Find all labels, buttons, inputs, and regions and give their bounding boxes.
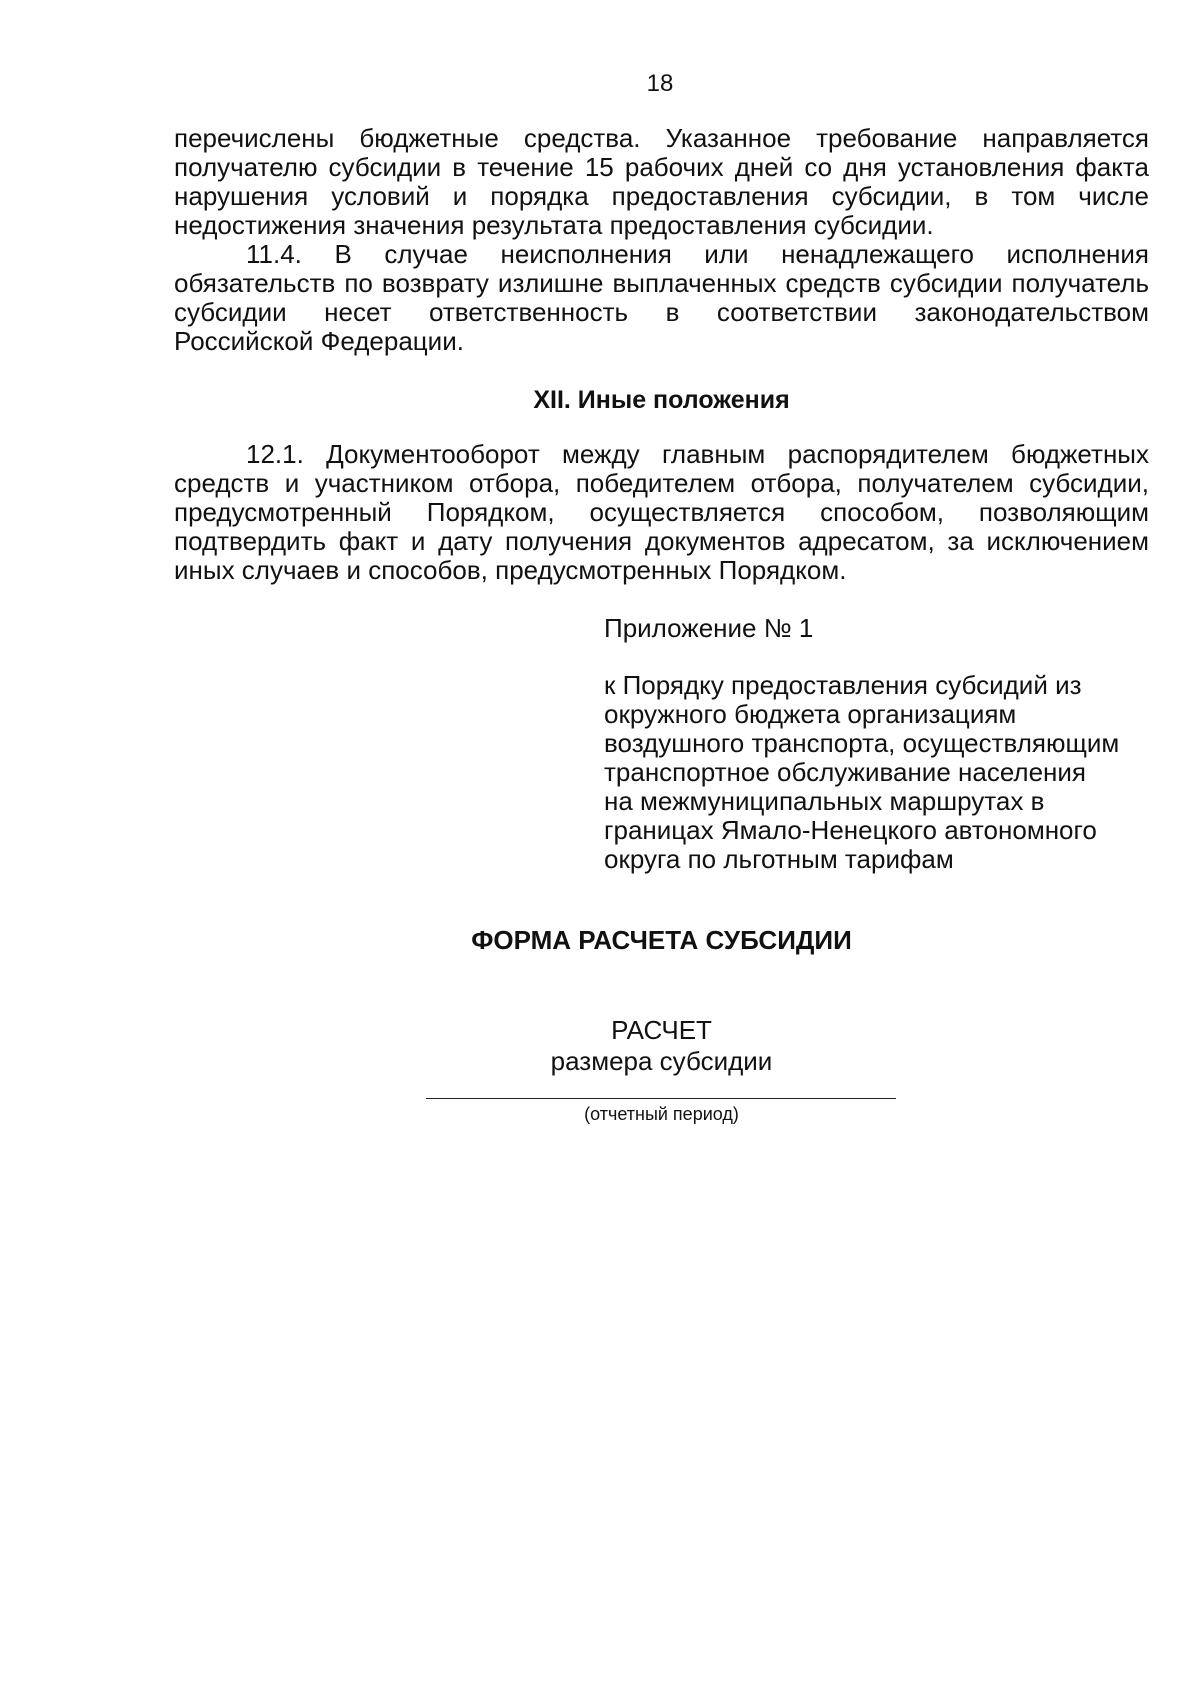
period-fill-line (426, 1098, 896, 1099)
appendix-reference-line: округа по льготным тарифам (604, 844, 954, 874)
text-line: предусмотренный Порядком, осуществляется способом, позволяющим (174, 497, 1149, 527)
page-number: 18 (646, 70, 674, 97)
text-line: иных случаев и способов, предусмотренных Порядком. (174, 555, 847, 585)
calculation-title: РАСЧЕТ (611, 1015, 712, 1045)
appendix-reference (604, 671, 1164, 874)
appendix-reference-line: на межмуниципальных маршрутах в (604, 786, 1045, 816)
text-line: обязательств по возврату излишне выплаченных средств субсидии получатель (174, 268, 1149, 298)
appendix-reference-line: воздушного транспорта, осуществляющим (604, 728, 1120, 758)
text-line: 12.1. Документооборот между главным распорядителем бюджетных (246, 439, 1149, 469)
text-line: субсидии несет ответственность в соответствии законодательством (174, 297, 1149, 327)
text-line: средств и участником отбора, победителем отбора, получателем субсидии, (174, 468, 1149, 498)
period-caption: (отчетный период) (584, 1104, 739, 1124)
appendix-reference-line: к Порядку предоставления субсидий из (604, 670, 1082, 700)
appendix-reference-line: окружного бюджета организациям (604, 699, 1017, 729)
text-line: подтвердить факт и дату получения документов адресатом, за исключением (174, 526, 1149, 556)
form-title: ФОРМА РАСЧЕТА СУБСИДИИ (471, 925, 852, 955)
text-line: перечислены бюджетные средства. Указанное требование направляется (174, 123, 1149, 153)
calculation-subtitle: размера субсидии (550, 1046, 773, 1076)
text-line: 11.4. В случае неисполнения или ненадлежащего исполнения (246, 239, 1149, 269)
appendix-reference-line: транспортное обслуживание населения (604, 757, 1087, 787)
appendix-title: Приложение № 1 (604, 613, 814, 643)
paragraph-continuation (174, 124, 1149, 356)
text-line: недостижения значения результата предоставления субсидии. (174, 210, 934, 240)
section-heading: XII. Иные положения (533, 386, 790, 414)
text-line: нарушения условий и порядка предоставления субсидии, в том числе (174, 181, 1149, 211)
appendix-reference-line: границах Ямало-Ненецкого автономного (604, 815, 1097, 845)
text-line: получателю субсидии в течение 15 рабочих дней со дня установления факта (174, 152, 1149, 182)
text-line: Российской Федерации. (174, 326, 464, 356)
paragraph-12-1 (174, 440, 1149, 585)
